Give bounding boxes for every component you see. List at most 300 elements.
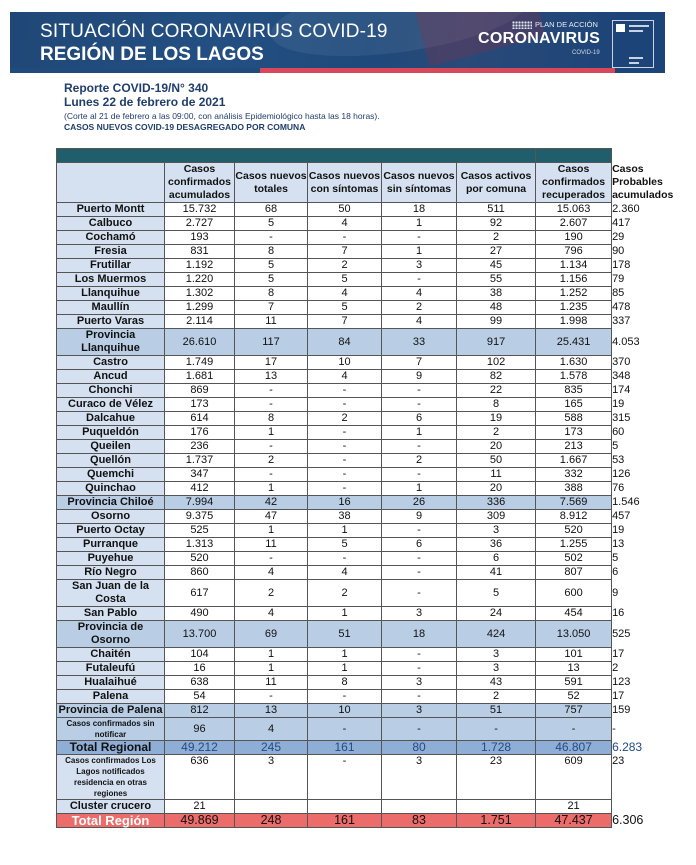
table-row: Puerto Varas 2.114 11 7 4 99 1.998 337 (57, 315, 612, 329)
plan-accion-label (512, 20, 598, 29)
cell-value: 2.607 (536, 217, 612, 231)
otras-regiones-row: Casos confirmados Los Lagos notificados residencia en otras regiones 636 3 - 3 23 609 23 (57, 755, 612, 800)
cell-value: 5 (235, 273, 308, 287)
cell-value: 5 (308, 538, 382, 552)
cell-value: 13.050 (536, 621, 612, 648)
cell-value: 1 (235, 662, 308, 676)
cell-value: 8 (457, 398, 536, 412)
cell-value: 4 (308, 370, 382, 384)
cell-value: 190 (536, 231, 612, 245)
cell-value: 1 (235, 648, 308, 662)
row-label: Osorno (57, 510, 165, 524)
cell-value: - (382, 440, 457, 454)
cell-value: - (235, 552, 308, 566)
cell-value: - (308, 718, 382, 741)
logo-line (629, 30, 643, 32)
total-region-row: Total Región 49.869 248 161 83 1.751 47.437 6.306 (57, 814, 612, 828)
table-row: Curaco de Vélez 173 - - - 8 165 19 (57, 398, 612, 412)
table-row: Quemchi 347 - - - 11 332 126 (57, 468, 612, 482)
column-header: Casos confirmados acumulados (165, 163, 235, 203)
row-label: Quellón (57, 454, 165, 468)
table-row: Frutillar 1.192 5 2 3 45 1.134 178 (57, 259, 612, 273)
cell-value: 9 (382, 510, 457, 524)
cell-value: 1 (382, 245, 457, 259)
row-label: Queilen (57, 440, 165, 454)
cell-value: - (235, 384, 308, 398)
row-label: San Pablo (57, 607, 165, 621)
cell-value: 15.063 (536, 203, 612, 217)
cell-value: 1.252 (536, 287, 612, 301)
covid-logo-sub: COVID-19 (572, 50, 600, 56)
table-row: San Pablo 490 4 1 3 24 454 16 (57, 607, 612, 621)
cell-value: - (235, 690, 308, 704)
cell-value: - (382, 580, 457, 607)
table-row: Queilen 236 - - - 20 213 5 (57, 440, 612, 454)
cell-value: 525 (165, 524, 235, 538)
cell-value: 49.212 (165, 741, 235, 755)
cell-value: - (382, 690, 457, 704)
cell-value: 1.578 (536, 370, 612, 384)
cell-value: 3 (382, 755, 457, 800)
cell-value: 27 (457, 245, 536, 259)
row-label: Casos confirmados sin notificar (57, 718, 165, 741)
cell-value: - (235, 231, 308, 245)
cell-value: 193 (165, 231, 235, 245)
cell-value: 2 (382, 301, 457, 315)
cell-value: 11 (457, 468, 536, 482)
cell-value: 1 (235, 426, 308, 440)
cell-value: 8 (235, 412, 308, 426)
table-row: Quinchao 412 1 - 1 20 388 76 (57, 482, 612, 496)
cell-value: 42 (235, 496, 308, 510)
cell-value: 2.727 (165, 217, 235, 231)
cell-value: 1 (308, 607, 382, 621)
cell-value: 2 (308, 412, 382, 426)
cell-value: - (382, 718, 457, 741)
cell-value: 13 (235, 704, 308, 718)
cell-value: 1 (382, 217, 457, 231)
cell-value: 490 (165, 607, 235, 621)
row-label: Fresia (57, 245, 165, 259)
cell-value: 609 (536, 755, 612, 800)
cell-value: 388 (536, 482, 612, 496)
cell-value: 520 (165, 552, 235, 566)
logo-line (629, 57, 643, 59)
cell-value: 3 (382, 607, 457, 621)
gobierno-logo (612, 20, 654, 68)
cell-value: 1 (235, 524, 308, 538)
cell-value (382, 800, 457, 814)
cell-value: 7 (382, 356, 457, 370)
cell-value (235, 800, 308, 814)
cell-value: 80 (382, 741, 457, 755)
cell-value (457, 800, 536, 814)
row-label: Río Negro (57, 566, 165, 580)
cell-value: 4 (235, 718, 308, 741)
table-row: Castro 1.749 17 10 7 102 1.630 370 (57, 356, 612, 370)
cell-value: 50 (457, 454, 536, 468)
cell-value: 1.220 (165, 273, 235, 287)
cell-value: 161 (308, 814, 382, 828)
row-label: Maullín (57, 301, 165, 315)
column-header: Casos confirmados recuperados (536, 163, 612, 203)
cell-value: 807 (536, 566, 612, 580)
table-row: Futaleufú 16 1 1 - 3 13 2 (57, 662, 612, 676)
table-row: Ancud 1.681 13 4 9 82 1.578 348 (57, 370, 612, 384)
table-row: Los Muermos 1.220 5 5 - 55 1.156 79 (57, 273, 612, 287)
cell-value: - (235, 468, 308, 482)
table-row: Quellón 1.737 2 - 2 50 1.667 53 (57, 454, 612, 468)
cell-value: 454 (536, 607, 612, 621)
row-label: Quemchi (57, 468, 165, 482)
row-label: Total Región (57, 814, 165, 828)
table-row: Purranque 1.313 11 5 6 36 1.255 13 (57, 538, 612, 552)
gobierno-shield-icon (616, 24, 625, 32)
report-number: Reporte COVID-19/N° 340 (64, 81, 209, 95)
cell-value: - (308, 384, 382, 398)
table-row: Calbuco 2.727 5 4 1 92 2.607 417 (57, 217, 612, 231)
cell-value: 3 (457, 648, 536, 662)
cell-value: 9 (382, 370, 457, 384)
cell-value: 99 (457, 315, 536, 329)
cell-value: 176 (165, 426, 235, 440)
cell-value: 245 (235, 741, 308, 755)
cell-value: 38 (308, 510, 382, 524)
cell-value: 10 (308, 704, 382, 718)
coronavirus-logo: CORONAVIRUS (478, 30, 601, 47)
cell-value: 347 (165, 468, 235, 482)
cell-value: 7 (308, 315, 382, 329)
cell-value: 36 (457, 538, 536, 552)
row-label: Calbuco (57, 217, 165, 231)
cell-value: 1 (382, 482, 457, 496)
cell-value: 51 (308, 621, 382, 648)
cell-value: 1.728 (457, 741, 536, 755)
row-label: Cochamó (57, 231, 165, 245)
row-label: Puqueldón (57, 426, 165, 440)
cell-value: 860 (165, 566, 235, 580)
cell-value: 26 (382, 496, 457, 510)
cell-value: - (382, 552, 457, 566)
cell-value: 7 (308, 245, 382, 259)
row-label: Futaleufú (57, 662, 165, 676)
cell-value: - (382, 524, 457, 538)
cell-value: 22 (457, 384, 536, 398)
row-label: Castro (57, 356, 165, 370)
cell-value: 4 (382, 315, 457, 329)
cell-value: 5 (235, 217, 308, 231)
table-row: Llanquihue 1.302 8 4 4 38 1.252 85 (57, 287, 612, 301)
table-row: Hualaihué 638 11 8 3 43 591 123 (57, 676, 612, 690)
cell-value: 3 (235, 755, 308, 800)
cell-value: 617 (165, 580, 235, 607)
cell-value: 102 (457, 356, 536, 370)
provincia-row: Provincia Llanquihue 26.610 117 84 33 917 25.431 4.053 (57, 329, 612, 356)
sin-notificar-row: Casos confirmados sin notificar 96 4 - - - - - (57, 718, 612, 741)
cell-value: 8.912 (536, 510, 612, 524)
cell-value: 104 (165, 648, 235, 662)
cell-value: 332 (536, 468, 612, 482)
cell-value: - (308, 690, 382, 704)
cell-value: 11 (235, 676, 308, 690)
cell-value: 1 (308, 648, 382, 662)
covid-table (56, 148, 674, 828)
cell-value: 502 (536, 552, 612, 566)
cell-value: - (382, 566, 457, 580)
cell-value: 213 (536, 440, 612, 454)
cell-value: 7.994 (165, 496, 235, 510)
cell-value: - (382, 384, 457, 398)
cell-value: 92 (457, 217, 536, 231)
cell-value: 3 (457, 662, 536, 676)
cell-value: 16 (165, 662, 235, 676)
cell-value: 41 (457, 566, 536, 580)
cell-value: 1 (382, 426, 457, 440)
cell-value: 52 (536, 690, 612, 704)
row-label: Hualaihué (57, 676, 165, 690)
banner-subtitle: REGIÓN DE LOS LAGOS (40, 44, 264, 65)
cell-value: 600 (536, 580, 612, 607)
cell-value: 812 (165, 704, 235, 718)
row-label: Frutillar (57, 259, 165, 273)
cell-value: 1.255 (536, 538, 612, 552)
cell-value: 13 (536, 662, 612, 676)
cell-value: 1 (308, 662, 382, 676)
cell-value: 55 (457, 273, 536, 287)
cell-value: 1.998 (536, 315, 612, 329)
cell-value: - (382, 273, 457, 287)
cell-value: 82 (457, 370, 536, 384)
cell-value: 173 (165, 398, 235, 412)
provincia-row: Provincia Chiloé 7.994 42 16 26 336 7.569 1.546 (57, 496, 612, 510)
table-row: Cochamó 193 - - - 2 190 29 (57, 231, 612, 245)
cell-value: 19 (457, 412, 536, 426)
cell-value: 18 (382, 203, 457, 217)
cell-value: 1.751 (457, 814, 536, 828)
cell-value: 11 (235, 315, 308, 329)
cell-value: - (235, 398, 308, 412)
cell-value: 47.437 (536, 814, 612, 828)
cell-value: 68 (235, 203, 308, 217)
cell-value: 4 (382, 287, 457, 301)
cell-value: 1.235 (536, 301, 612, 315)
cell-value: 161 (308, 741, 382, 755)
cell-value: - (308, 426, 382, 440)
table-row: Chaitén 104 1 1 - 3 101 17 (57, 648, 612, 662)
cell-value: 1 (308, 524, 382, 538)
cell-value: 21 (536, 800, 612, 814)
cell-value: 84 (308, 329, 382, 356)
cell-value: 1 (235, 482, 308, 496)
cell-value: 1.192 (165, 259, 235, 273)
cell-value: 5 (235, 259, 308, 273)
row-label: Casos confirmados Los Lagos notificados residencia en otras regiones (57, 755, 165, 800)
table-row: Chonchi 869 - - - 22 835 174 (57, 384, 612, 398)
cell-value: - (382, 398, 457, 412)
cell-value: 638 (165, 676, 235, 690)
cell-value: - (308, 454, 382, 468)
table-row: Fresia 831 8 7 1 27 796 90 (57, 245, 612, 259)
cell-value: - (382, 468, 457, 482)
cell-value: 3 (382, 704, 457, 718)
column-header: Casos nuevos sin síntomas (382, 163, 457, 203)
cell-value: 50 (308, 203, 382, 217)
row-label: Quinchao (57, 482, 165, 496)
cell-value: 236 (165, 440, 235, 454)
report-date: Lunes 22 de febrero de 2021 (64, 95, 226, 109)
cell-value: 2 (457, 231, 536, 245)
cell-value: 13 (235, 370, 308, 384)
cell-value: 46.807 (536, 741, 612, 755)
cell-value: 54 (165, 690, 235, 704)
cell-value: 5 (308, 273, 382, 287)
cell-value: 165 (536, 398, 612, 412)
plan-accion-text: PLAN DE ACCIÓN (535, 20, 598, 29)
cell-value: 3 (382, 676, 457, 690)
table-band (57, 149, 612, 163)
cell-value: 2 (457, 690, 536, 704)
cell-value: 869 (165, 384, 235, 398)
report-info (64, 81, 380, 133)
cell-value: 15.732 (165, 203, 235, 217)
cell-value: - (235, 440, 308, 454)
cell-value: 835 (536, 384, 612, 398)
table-row (57, 800, 612, 814)
cell-value: 18 (382, 621, 457, 648)
cell-value: - (308, 440, 382, 454)
cell-value: 16 (308, 496, 382, 510)
row-label: Chonchi (57, 384, 165, 398)
table-row: Puqueldón 176 1 - 1 2 173 60 (57, 426, 612, 440)
cell-value: 101 (536, 648, 612, 662)
cell-value: 23 (457, 755, 536, 800)
stripe-blue (10, 68, 260, 73)
cell-value: 2.114 (165, 315, 235, 329)
cell-value: - (382, 231, 457, 245)
cell-value: 51 (457, 704, 536, 718)
row-label: Provincia Llanquihue (57, 329, 165, 356)
cell-value: 47 (235, 510, 308, 524)
logo-line (629, 25, 649, 27)
cell-value: 591 (536, 676, 612, 690)
cell-value: 3 (457, 524, 536, 538)
cell-value: 33 (382, 329, 457, 356)
cell-value: 1.302 (165, 287, 235, 301)
cell-value: - (308, 552, 382, 566)
cell-value: 2 (235, 580, 308, 607)
row-label: Purranque (57, 538, 165, 552)
row-label: Curaco de Vélez (57, 398, 165, 412)
cell-value: 21 (165, 800, 235, 814)
cell-value: 1.749 (165, 356, 235, 370)
cell-value: 49.869 (165, 814, 235, 828)
report-note: (Corte al 21 de febrero a las 09:00, con análisis Epidemiológico hasta las 18 horas). (64, 111, 380, 121)
cell-value: - (308, 398, 382, 412)
table-row: Río Negro 860 4 4 - 41 807 6 (57, 566, 612, 580)
cell-value: 6 (382, 412, 457, 426)
cell-value: 9.375 (165, 510, 235, 524)
column-header: Casos activos por comuna (457, 163, 536, 203)
cell-value: - (308, 468, 382, 482)
report-subtitle: CASOS NUEVOS COVID-19 DESAGREGADO POR COMUNA (64, 122, 306, 132)
cell-value: 5 (308, 301, 382, 315)
cell-value: 1.313 (165, 538, 235, 552)
table-row: San Juan de la Costa 617 2 2 - 5 600 9 (57, 580, 612, 607)
cell-value: 1.134 (536, 259, 612, 273)
cell-value: 1.156 (536, 273, 612, 287)
cell-value: 588 (536, 412, 612, 426)
cell-value: 1.630 (536, 356, 612, 370)
cell-value: 25.431 (536, 329, 612, 356)
provincia-row: Provincia de Osorno 13.700 69 51 18 424 13.050 525 (57, 621, 612, 648)
cell-value: 796 (536, 245, 612, 259)
cell-value: 17 (235, 356, 308, 370)
cell-value: 4 (235, 607, 308, 621)
row-label: Puerto Montt (57, 203, 165, 217)
cell-value: 11 (235, 538, 308, 552)
row-label: Chaitén (57, 648, 165, 662)
cell-value: 309 (457, 510, 536, 524)
cell-value: 2 (382, 454, 457, 468)
cell-value: 24 (457, 607, 536, 621)
cell-value: 1.667 (536, 454, 612, 468)
cell-value: 412 (165, 482, 235, 496)
cell-value: 13.700 (165, 621, 235, 648)
row-label: San Juan de la Costa (57, 580, 165, 607)
total-regional-row: Total Regional 49.212 245 161 80 1.728 46.807 6.283 (57, 741, 612, 755)
row-label: Los Muermos (57, 273, 165, 287)
row-label: Cluster crucero (57, 800, 165, 814)
stripe-red (260, 68, 615, 73)
cell-value: 20 (457, 482, 536, 496)
cell-value: 1.681 (165, 370, 235, 384)
cell-value: 520 (536, 524, 612, 538)
table-row: Dalcahue 614 8 2 6 19 588 315 (57, 412, 612, 426)
cell-value: 69 (235, 621, 308, 648)
row-label: Puerto Octay (57, 524, 165, 538)
row-label: Ancud (57, 370, 165, 384)
row-label: Provincia de Palena (57, 704, 165, 718)
row-label: Palena (57, 690, 165, 704)
cell-value: 83 (382, 814, 457, 828)
cell-value: 173 (536, 426, 612, 440)
cell-value: - (308, 482, 382, 496)
cell-value: 4 (308, 287, 382, 301)
row-label: Total Regional (57, 741, 165, 755)
table-row: Puerto Montt 15.732 68 50 18 511 15.063 2.360 (57, 203, 612, 217)
cell-value: 917 (457, 329, 536, 356)
cell-value: 8 (308, 676, 382, 690)
cell-value: 4 (235, 566, 308, 580)
cell-value: 2 (457, 426, 536, 440)
table-row: Maullín 1.299 7 5 2 48 1.235 478 (57, 301, 612, 315)
row-label: Provincia Chiloé (57, 496, 165, 510)
row-label: Provincia de Osorno (57, 621, 165, 648)
cell-value: 2 (308, 259, 382, 273)
cell-value: 336 (457, 496, 536, 510)
column-header (57, 163, 165, 203)
cell-value: 636 (165, 755, 235, 800)
cell-value: 511 (457, 203, 536, 217)
table-row: Puyehue 520 - - - 6 502 5 (57, 552, 612, 566)
logo-line (629, 62, 639, 64)
cell-value: 1.737 (165, 454, 235, 468)
cell-value: 4 (308, 217, 382, 231)
cell-value: 117 (235, 329, 308, 356)
cell-value: 757 (536, 704, 612, 718)
cell-value: 2 (308, 580, 382, 607)
plan-dots-icon (512, 21, 532, 29)
